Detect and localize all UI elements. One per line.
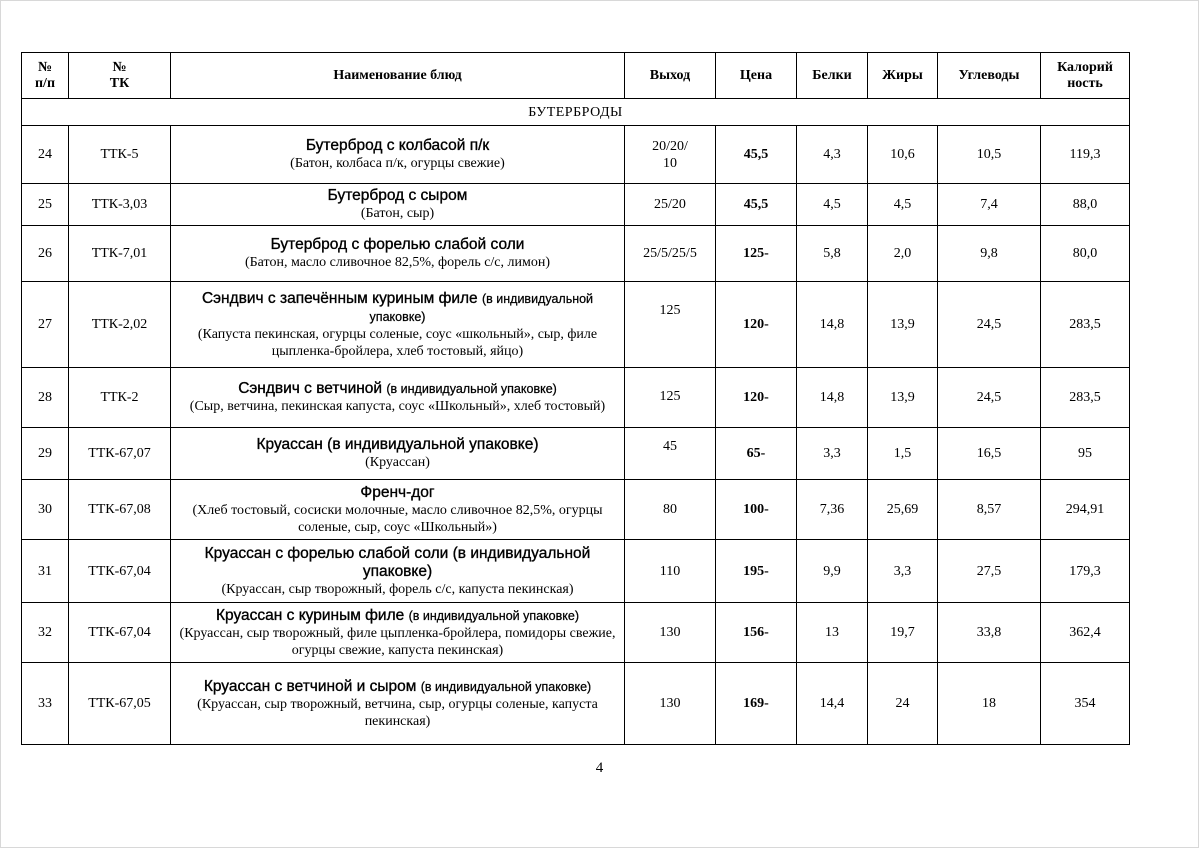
row-carbs: 24,5 — [938, 282, 1041, 368]
dish-composition: (Круассан, сыр творожный, филе цыпленка-бройлера, помидоры свежие, огурцы свежие, капуста пекинская) — [179, 625, 616, 658]
row-yield: 110 — [625, 540, 716, 603]
table-row — [22, 184, 1130, 226]
row-carbs: 10,5 — [938, 126, 1041, 184]
row-yield: 25/5/25/5 — [625, 226, 716, 282]
dish-note: (в индивидуальной упаковке) — [369, 291, 594, 324]
row-fat: 13,9 — [868, 368, 938, 428]
dish-title: Круассан с ветчиной и сыром — [203, 677, 417, 695]
header-calories: Калорий ность — [1041, 53, 1130, 99]
row-carbs: 18 — [938, 663, 1041, 745]
table-row — [22, 282, 1130, 368]
row-tk: ТТК-2 — [69, 368, 171, 428]
dish-cell — [171, 282, 625, 368]
row-protein: 14,4 — [797, 663, 868, 745]
row-protein: 13 — [797, 603, 868, 663]
dish-name — [175, 380, 620, 398]
dish-composition: (Сыр, ветчина, пекинская капуста, соус «Школьный», хлеб тостовый) — [189, 399, 606, 414]
row-fat: 13,9 — [868, 282, 938, 368]
row-protein: 7,36 — [797, 480, 868, 540]
header-fat: Жиры — [868, 53, 938, 99]
menu-table — [21, 52, 1130, 745]
row-yield: 45 — [625, 428, 716, 480]
header-carbs: Углеводы — [938, 53, 1041, 99]
row-yield: 125 — [625, 282, 716, 368]
dish-cell — [171, 126, 625, 184]
row-protein: 14,8 — [797, 282, 868, 368]
dish-title: Бутерброд с форелью слабой соли — [270, 236, 525, 253]
row-tk: ТТК-5 — [69, 126, 171, 184]
table-row — [22, 126, 1130, 184]
dish-note: (в индивидуальной упаковке) — [386, 382, 557, 396]
row-protein: 9,9 — [797, 540, 868, 603]
row-price: 156- — [716, 603, 797, 663]
dish-name — [175, 137, 620, 155]
row-price: 195- — [716, 540, 797, 603]
row-calories: 80,0 — [1041, 226, 1130, 282]
row-tk: ТТК-67,08 — [69, 480, 171, 540]
row-tk: ТТК-67,07 — [69, 428, 171, 480]
row-tk: ТТК-2,02 — [69, 282, 171, 368]
row-calories: 283,5 — [1041, 368, 1130, 428]
table-row — [22, 480, 1130, 540]
row-fat: 25,69 — [868, 480, 938, 540]
dish-cell — [171, 428, 625, 480]
row-fat: 1,5 — [868, 428, 938, 480]
row-carbs: 7,4 — [938, 184, 1041, 226]
dish-name — [175, 484, 620, 502]
row-tk: ТТК-7,01 — [69, 226, 171, 282]
row-calories: 354 — [1041, 663, 1130, 745]
section-row — [22, 99, 1130, 126]
row-price: 45,5 — [716, 184, 797, 226]
section-title: БУТЕРБРОДЫ — [22, 99, 1130, 126]
dish-title: Сэндвич с запечённым куриным филе — [201, 289, 478, 307]
row-protein: 14,8 — [797, 368, 868, 428]
dish-title: Френч-дог — [360, 483, 435, 501]
row-price: 120- — [716, 282, 797, 368]
row-protein: 3,3 — [797, 428, 868, 480]
row-num: 29 — [22, 428, 69, 480]
row-fat: 10,6 — [868, 126, 938, 184]
dish-composition: (Капуста пекинская, огурцы соленые, соус «школьный», сыр, филе цыпленка-бройлера, хлеб тостовый, яйцо) — [197, 326, 598, 359]
row-price: 45,5 — [716, 126, 797, 184]
dish-note: (в индивидуальной упаковке) — [420, 679, 592, 694]
row-num: 32 — [22, 603, 69, 663]
dish-composition: (Круассан) — [365, 455, 430, 470]
dish-name — [175, 545, 620, 581]
table-row — [22, 603, 1130, 663]
dish-title: Бутерброд с колбасой п/к — [305, 137, 490, 154]
dish-name — [175, 607, 620, 625]
header-row — [22, 53, 1130, 99]
page-number: 4 — [595, 760, 604, 776]
row-yield: 20/20/ 10 — [625, 126, 716, 184]
row-yield: 80 — [625, 480, 716, 540]
dish-cell — [171, 184, 625, 226]
row-num: 27 — [22, 282, 69, 368]
dish-cell — [171, 368, 625, 428]
row-num: 24 — [22, 126, 69, 184]
row-num: 25 — [22, 184, 69, 226]
row-price: 100- — [716, 480, 797, 540]
dish-cell — [171, 480, 625, 540]
row-calories: 179,3 — [1041, 540, 1130, 603]
row-carbs: 16,5 — [938, 428, 1041, 480]
header-num: № п/п — [22, 53, 69, 99]
dish-composition: (Круассан, сыр творожный, форель с/с, капуста пекинская) — [221, 581, 574, 597]
row-fat: 2,0 — [868, 226, 938, 282]
row-carbs: 8,57 — [938, 480, 1041, 540]
header-yield: Выход — [625, 53, 716, 99]
row-carbs: 24,5 — [938, 368, 1041, 428]
row-num: 33 — [22, 663, 69, 745]
dish-cell — [171, 226, 625, 282]
dish-name — [175, 236, 620, 254]
row-fat: 19,7 — [868, 603, 938, 663]
row-num: 26 — [22, 226, 69, 282]
dish-title: Сэндвич с ветчиной — [238, 380, 383, 397]
row-yield: 25/20 — [625, 184, 716, 226]
row-tk: ТТК-67,04 — [69, 603, 171, 663]
dish-name — [175, 187, 620, 205]
dish-composition: (Батон, сыр) — [360, 206, 435, 221]
dish-cell — [171, 603, 625, 663]
row-carbs: 9,8 — [938, 226, 1041, 282]
dish-title: Круассан (в индивидуальной упаковке) — [256, 436, 539, 453]
row-tk: ТТК-3,03 — [69, 184, 171, 226]
dish-note: (в индивидуальной упаковке) — [408, 608, 579, 623]
row-fat: 3,3 — [868, 540, 938, 603]
dish-composition: (Батон, колбаса п/к, огурцы свежие) — [290, 156, 505, 171]
table-row — [22, 226, 1130, 282]
dish-title: Круассан с куриным филе — [215, 606, 405, 624]
row-protein: 5,8 — [797, 226, 868, 282]
dish-composition: (Хлеб тостовый, сосиски молочные, масло сливочное 82,5%, огурцы соленые, сыр, соус «Школьный») — [192, 502, 603, 535]
row-protein: 4,5 — [797, 184, 868, 226]
dish-name — [175, 290, 620, 326]
row-carbs: 27,5 — [938, 540, 1041, 603]
dish-title: Круассан с форелью слабой соли (в индивидуальной упаковке) — [204, 544, 591, 580]
row-yield: 130 — [625, 663, 716, 745]
row-fat: 4,5 — [868, 184, 938, 226]
row-num: 31 — [22, 540, 69, 603]
row-num: 28 — [22, 368, 69, 428]
row-calories: 95 — [1041, 428, 1130, 480]
row-calories: 119,3 — [1041, 126, 1130, 184]
table-row — [22, 540, 1130, 603]
row-price: 125- — [716, 226, 797, 282]
row-yield: 130 — [625, 603, 716, 663]
table-row — [22, 428, 1130, 480]
row-calories: 362,4 — [1041, 603, 1130, 663]
dish-name — [175, 678, 620, 696]
header-name: Наименование блюд — [171, 53, 625, 99]
header-tk: № ТК — [69, 53, 171, 99]
row-carbs: 33,8 — [938, 603, 1041, 663]
row-protein: 4,3 — [797, 126, 868, 184]
dish-composition: (Круассан, сыр творожный, ветчина, сыр, огурцы соленые, капуста пекинская) — [197, 696, 598, 729]
row-price: 65- — [716, 428, 797, 480]
table-row — [22, 663, 1130, 745]
row-price: 120- — [716, 368, 797, 428]
header-price: Цена — [716, 53, 797, 99]
row-tk: ТТК-67,04 — [69, 540, 171, 603]
row-fat: 24 — [868, 663, 938, 745]
row-calories: 88,0 — [1041, 184, 1130, 226]
table-row — [22, 368, 1130, 428]
header-protein: Белки — [797, 53, 868, 99]
row-tk: ТТК-67,05 — [69, 663, 171, 745]
dish-composition: (Батон, масло сливочное 82,5%, форель с/с, лимон) — [244, 255, 551, 270]
row-calories: 294,91 — [1041, 480, 1130, 540]
dish-title: Бутерброд с сыром — [327, 187, 468, 204]
row-calories: 283,5 — [1041, 282, 1130, 368]
dish-name — [175, 436, 620, 454]
dish-cell — [171, 663, 625, 745]
row-num: 30 — [22, 480, 69, 540]
row-price: 169- — [716, 663, 797, 745]
dish-cell — [171, 540, 625, 603]
row-yield: 125 — [625, 368, 716, 428]
